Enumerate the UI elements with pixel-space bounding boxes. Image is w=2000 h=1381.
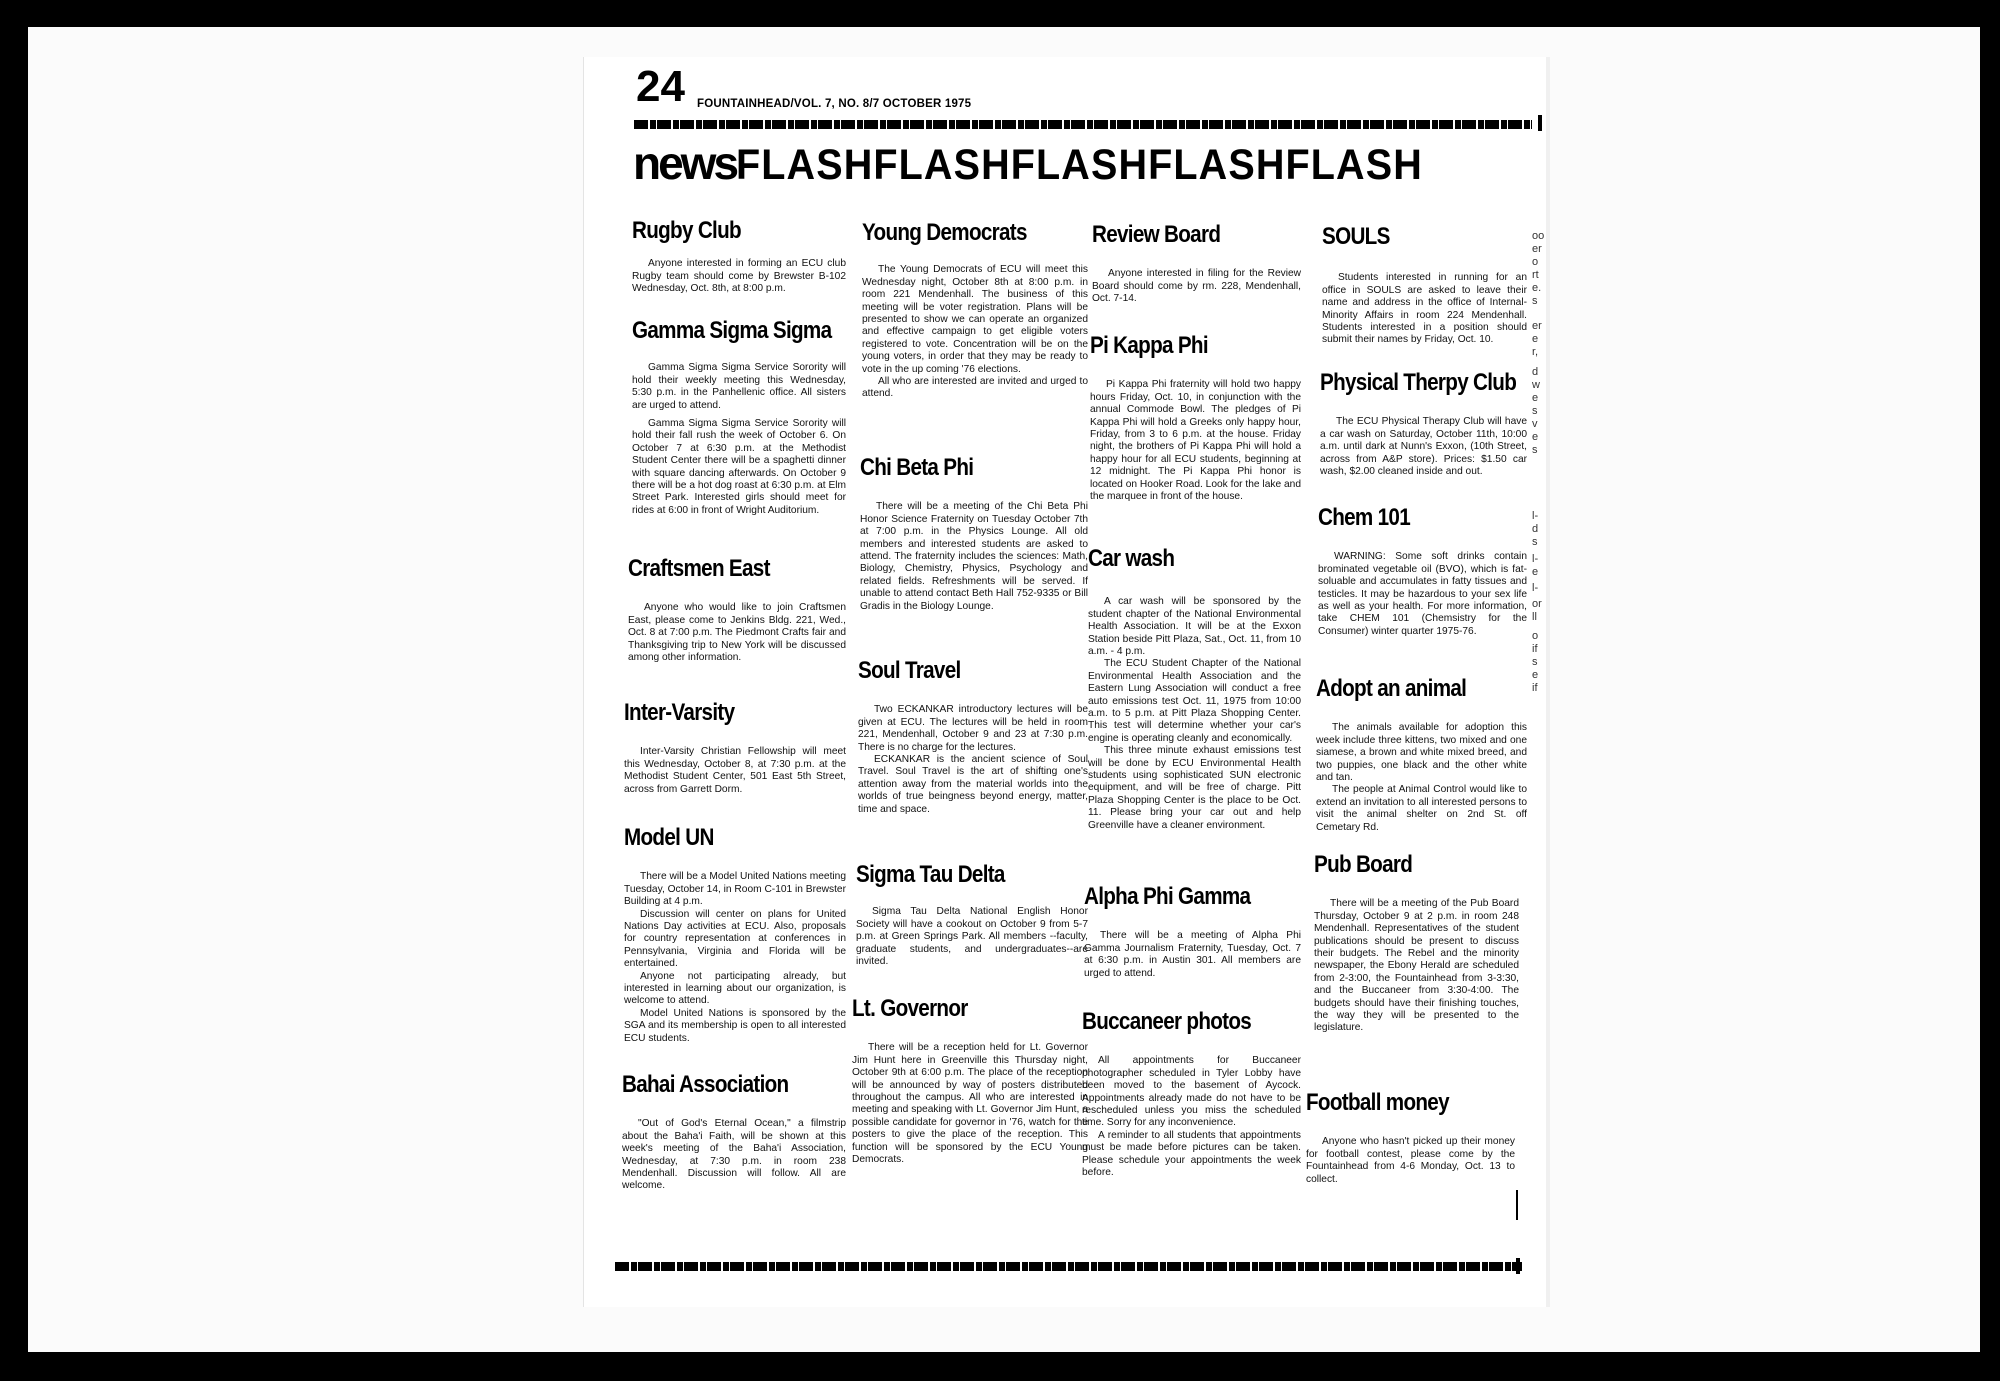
article-rugby-club <box>632 218 846 296</box>
edge-fragment: e. <box>1532 282 1542 294</box>
article-body: Sigma Tau Delta National English Honor Society will have a cookout on October 9 from 5-7 p.m. at Green Springs Park. All members --faculty, graduate students, and undergraduates--are invited. <box>856 906 1088 968</box>
article-body: There will be a Model United Nations meeting Tuesday, October 14, in Room C-101 in Brewster Building at 4 p.m. Discussion will center on plans for United Nations Day activities at ECU. Also, proposals for country representation at conferences in Pennsylvania, Virginia and Florida will be entertained. Anyone not participating already, but interested in learning about our organization, is welcome to attend. Model United Nations is sponsored by the SGA and its membership is open to all interested ECU students. <box>624 871 846 1044</box>
edge-fragment: e <box>1532 392 1539 404</box>
article-gamma-sigma-sigma <box>632 318 846 517</box>
article-headline: Football money <box>1306 1089 1449 1116</box>
article-headline: Inter-Varsity <box>624 699 735 726</box>
article-body: There will be a meeting of Alpha Phi Gamma Journalism Fraternity, Tuesday, Oct. 7 at 6:30 p.m. in Austin 301. All members are urged to attend. <box>1084 930 1301 979</box>
edge-fragment: if <box>1532 682 1538 694</box>
article-headline: Chem 101 <box>1318 504 1411 531</box>
article-body: The Young Democrats of ECU will meet this Wednesday night, October 8th at 8:00 p.m. in room 221 Mendenhall. The business of this meeting will be voter registration. Plans will be presented to show we can operate an organized and effective campaign to get eligible voters registered to vote. Concentration will be on the young voters, in order that they may be ready to vote in the up coming '76 elections. All who are interested are invited and urged to attend. <box>862 264 1088 400</box>
masthead-flash: FLASHFLASHFLASHFLASHFLASH <box>736 141 1423 189</box>
article-headline: Rugby Club <box>632 217 741 244</box>
article-body: There will be a meeting of the Pub Board Thursday, October 9 at 2 p.m. in room 248 Mendenhall. Representatives of the student publications should be present to discuss their budgets. The Rebel and the minority newspaper, the Ebony Herald are scheduled from 2-3:00, the Fountainhead from 3-3:30, and the Buccaneer from 3:30-4:00. The budgets should have their finishing touches, the way they will be presented to the legislature. <box>1314 898 1519 1034</box>
article-body: "Out of God's Eternal Ocean," a filmstrip about the Baha'i Faith, will be shown at this week's meeting of the Baha'i Association, Wednesday, at 7:30 p.m. in room 238 Mendenhall. Discussion will follow. All are welcome. <box>622 1118 846 1192</box>
article-body: All appointments for Buccaneer photographer scheduled in Tyler Lobby have been moved to the basement of Aycock. Appointments already made do not have to be rescheduled unless you miss the scheduled time. Sorry for any inconvenience. A reminder to all students that appointments must be made before pictures can be taken. Please schedule your appointments the week before. <box>1082 1055 1301 1179</box>
article-bahai-association <box>622 1072 846 1193</box>
masthead-news: news <box>633 137 737 189</box>
edge-fragment: ll <box>1532 611 1537 623</box>
article-headline: Car wash <box>1088 545 1175 572</box>
bottom-border-tick <box>1516 1258 1520 1274</box>
edge-fragment: d <box>1532 523 1539 535</box>
article-headline: Review Board <box>1092 221 1221 248</box>
edge-fragment: s <box>1532 536 1538 548</box>
article-headline: Pi Kappa Phi <box>1090 332 1208 359</box>
edge-fragment: w <box>1532 379 1540 391</box>
article-body: Two ECKANKAR introductory lectures will be given at ECU. The lectures will be held in room 221, Mendenhall, October 9 and 23 at 7:30 p.m. There is no charge for the lectures. ECKANKAR is the ancient science of Soul Travel. Soul Travel is the art of shifting one's attention away from the material worlds into the worlds of true beingness beyond energy, matter, time and space. <box>858 704 1088 815</box>
masthead <box>633 137 1483 190</box>
article-headline: Craftsmen East <box>628 555 770 582</box>
article-headline: SOULS <box>1322 223 1390 250</box>
article-headline: Model UN <box>624 824 714 851</box>
article-body: The animals available for adoption this week include three kittens, two mixed and one siamese, a brown and white mixed breed, and two puppies, one black and the other white and tan. The people at Animal Control would like to extend an invitation to all interested persons to visit the animal shelter on 2nd St. off Cemetary Rd. <box>1316 722 1527 833</box>
edge-fragment: l- <box>1532 553 1539 565</box>
article-body: Anyone interested in filing for the Review Board should come by rm. 228, Mendenhall, Oct. 7-14. <box>1092 268 1301 305</box>
article-body: Anyone interested in forming an ECU club Rugby team should come by Brewster B-102 Wednesday, Oct. 8th, at 8:00 p.m. <box>632 258 846 295</box>
article-headline: Alpha Phi Gamma <box>1084 883 1251 910</box>
article-headline: Lt. Governor <box>852 995 968 1022</box>
article-body: A car wash will be sponsored by the student chapter of the National Environmental Health Association. It will be at the Exxon Station beside Pitt Plaza, Sat., Oct. 11, from 10 a.m. - 4 p.m. The ECU Student Chapter of the National Environmental Health Association and the Eastern Lung Association will conduct a free auto emissions test Oct. 11, 1975 from 10:00 a.m. to 5 p.m. at Pitt Plaza Shopping Center. This test will determine whether your car's engine is operating cleanly and economically. This three minute exhaust emissions test will be done by ECU Environmental Health students using sophisticated SUN electronic equipment, and will be free of charge. Pitt Plaza Shopping Center is the place to be Oct. 11. Please bring your car out and help Greenville have a cleaner environment. <box>1088 596 1301 831</box>
article-headline: Gamma Sigma Sigma <box>632 317 832 344</box>
article-buccaneer-photos <box>1082 1009 1301 1179</box>
article-body: Anyone who would like to join Craftsmen East, please come to Jenkins Bldg. 221, Wed., Oct. 8 at 7:00 p.m. The Piedmont Crafts fair and Thanksgiving trip to New York will be discussed among other information. <box>628 602 846 664</box>
adjacent-page-edge <box>1532 230 1550 750</box>
edge-fragment: l- <box>1532 582 1539 594</box>
edge-fragment: s <box>1532 405 1538 417</box>
bottom-border-rule <box>615 1262 1522 1271</box>
edge-fragment: e <box>1532 333 1539 345</box>
article-review-board <box>1092 222 1301 306</box>
column-rule <box>1516 1190 1518 1220</box>
article-body: There will be a meeting of the Chi Beta Phi Honor Science Fraternity on Tuesday October 7th at 7:00 p.m. in the Physics Lounge. All old members and interested students are asked to attend. The fraternity includes the sciences: Math, Biology, Chemistry, Physics, Psychology and related fields. Refreshments will be served. If unable to attend contact Beth Hall 752-9335 or Bill Gradis in the Biology Lounge. <box>860 501 1088 612</box>
top-border-tick <box>1538 115 1542 131</box>
article-headline: Chi Beta Phi <box>860 454 974 481</box>
article-headline: Soul Travel <box>858 657 961 684</box>
article-body: WARNING: Some soft drinks contain brominated vegetable oil (BVO), which is fat-soluable and accumulates in fatty tissues and testicles. It may be hazardous to your sex life as well as your health. For more information, take CHEM 101 (Chemsistry for the Consumer) winter quarter 1975-76. <box>1318 551 1527 637</box>
article-body: Pi Kappa Phi fraternity will hold two happy hours Friday, Oct. 10, in conjunction with the annual Commode Bowl. The pledges of Pi Kappa Phi will hold a Greeks only happy hour, Friday, from 3 to 6 p.m. at the house. Friday night, the brothers of Pi Kappa Phi will hold a happy hour for all ECU students, beginning at 12 midnight. The Pi Kappa Phi honor is located on Hooker Road. Look for the lake and the marquee in front of the house. <box>1090 379 1301 503</box>
article-headline: Sigma Tau Delta <box>856 861 1005 888</box>
article-lt-governor <box>852 996 1088 1166</box>
edge-fragment: s <box>1532 444 1538 456</box>
article-body: There will be a reception held for Lt. Governor Jim Hunt here in Greenville this Thursday night, October 9th at 6:00 p.m. The place of the reception will be announced by way of posters distributed throughout the campus. All who are interested in meeting and speaking with Lt. Governor Jim Hunt, a possible candidate for governor in '76, watch for the posters to give the place of the reception. This function will be sponsored by the ECU Young Democrats. <box>852 1042 1088 1166</box>
article-soul-travel <box>858 658 1088 816</box>
edge-fragment: er <box>1532 243 1542 255</box>
edge-fragment: o <box>1532 256 1539 268</box>
edge-fragment: or <box>1532 598 1542 610</box>
article-pi-kappa-phi <box>1090 333 1301 503</box>
article-body: The ECU Physical Therapy Club will have a car wash on Saturday, October 11th, 10:00 a.m. until dark at Nunn's Exxon, (10th Street, across from A&P store). Prices: $1.50 car wash, $2.00 cleaned inside and out. <box>1320 416 1527 478</box>
article-headline: Adopt an animal <box>1316 675 1467 702</box>
edge-fragment: e <box>1532 566 1539 578</box>
article-body: Gamma Sigma Sigma Service Sorority will hold their weekly meeting this Wednesday, 5:30 p.m. in the Panhellenic office. All sisters are urged to attend. Gamma Sigma Sigma Service Sorority will hold their fall rush the week of October 6. On October 7 at 6:30 p.m. at the Methodist Student Center there will be a spaghetti dinner with square dancing afterwards. On October 9 there will be a hot dog roast at 6:30 p.m. at Elm Street Park. Interested girls should meet for rides at 6:00 in front of Wright Auditorium. <box>632 362 846 516</box>
edge-fragment: v <box>1532 418 1538 430</box>
edge-fragment: e <box>1532 669 1539 681</box>
article-headline: Physical Therpy Club <box>1320 369 1517 396</box>
edge-fragment: er <box>1532 320 1542 332</box>
edge-fragment: s <box>1532 656 1538 668</box>
article-chi-beta-phi <box>860 455 1088 613</box>
article-inter-varsity <box>624 700 846 796</box>
edge-fragment: oo <box>1532 230 1545 242</box>
article-football-money <box>1306 1090 1515 1186</box>
edge-fragment: r, <box>1532 346 1539 358</box>
edge-fragment: l- <box>1532 510 1539 522</box>
article-adopt-an-animal <box>1316 676 1527 834</box>
top-border-rule <box>634 120 1532 129</box>
edge-fragment: s <box>1532 295 1538 307</box>
article-pub-board <box>1314 852 1519 1035</box>
issue-line: FOUNTAINHEAD/VOL. 7, NO. 8/7 OCTOBER 1975 <box>697 98 972 110</box>
article-headline: Buccaneer photos <box>1082 1008 1252 1035</box>
page-number: 24 <box>636 62 685 111</box>
article-body: Inter-Varsity Christian Fellowship will meet this Wednesday, October 8, at 7:30 p.m. at the Methodist Student Center, 501 East 5th Street, across from Garrett Dorm. <box>624 746 846 795</box>
article-craftsmen-east <box>628 556 846 664</box>
article-headline: Young Democrats <box>862 219 1027 246</box>
article-body: Anyone who hasn't picked up their money for football contest, please come by the Fountainhead from 4-6 Monday, Oct. 13 to collect. <box>1306 1136 1515 1185</box>
article-model-un <box>624 825 846 1045</box>
article-body: Students interested in running for an office in SOULS are asked to leave their name and address in the office of Internal-Minority Affairs in room 224 Mendenhall. Students interested in a position should submit their names by Friday, Oct. 10. <box>1322 272 1527 346</box>
article-young-democrats <box>862 220 1088 401</box>
article-souls <box>1322 224 1527 347</box>
edge-fragment: e <box>1532 431 1539 443</box>
edge-fragment: rt <box>1532 269 1539 281</box>
article-physical-therpy-club <box>1320 370 1527 478</box>
article-alpha-phi-gamma <box>1084 884 1301 980</box>
article-headline: Bahai Association <box>622 1071 789 1098</box>
article-car-wash <box>1088 546 1301 832</box>
edge-fragment: o <box>1532 630 1539 642</box>
article-headline: Pub Board <box>1314 851 1413 878</box>
article-chem-101 <box>1318 505 1527 638</box>
edge-fragment: if <box>1532 643 1538 655</box>
article-sigma-tau-delta <box>856 862 1088 968</box>
edge-fragment: d <box>1532 366 1539 378</box>
